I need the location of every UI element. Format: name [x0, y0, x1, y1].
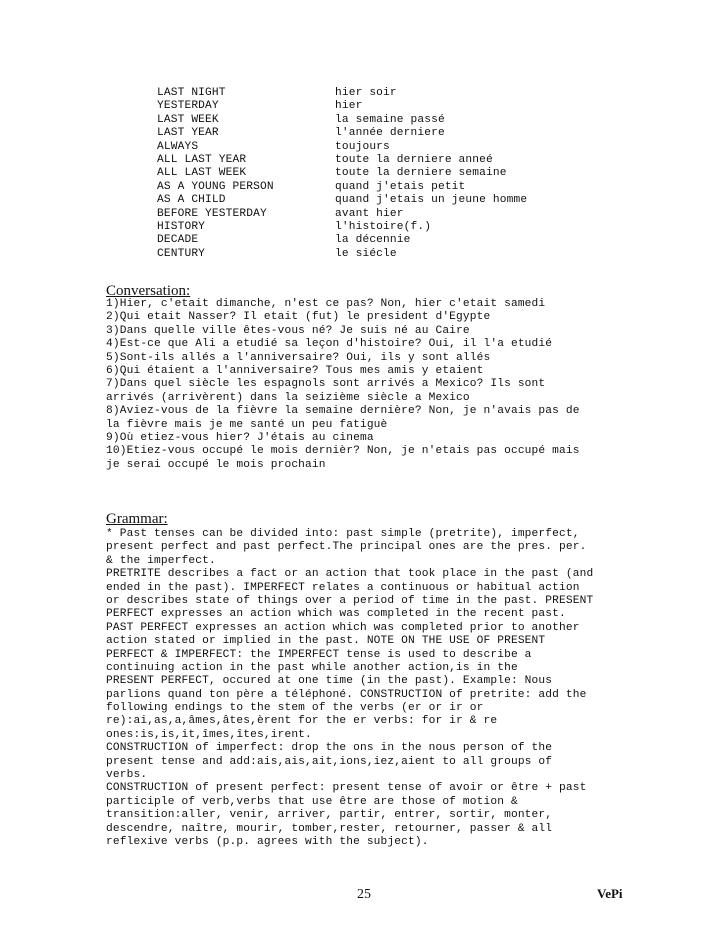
- grammar-line: participle of verb,verbs that use être are those of motion &: [106, 795, 518, 808]
- vocab-row: [157, 87, 527, 100]
- grammar-line: PRETRITE describes a fact or an action that took place in the past (and: [106, 568, 594, 581]
- grammar-line: transition:aller, venir, arriver, partir, entrer, sortir, monter,: [106, 809, 553, 822]
- vocab-row: [157, 127, 527, 140]
- vocab-french: hier: [335, 100, 363, 113]
- grammar-line: PAST PERFECT expresses an action which was completed prior to another: [106, 621, 580, 634]
- vocab-row: [157, 234, 527, 247]
- grammar-line: PERFECT & IMPERFECT: the IMPERFECT tense is used to describe a: [106, 648, 532, 661]
- vocab-english: ALL LAST WEEK: [157, 167, 247, 180]
- grammar-line: PERFECT expresses an action which was completed in the recent past.: [106, 608, 566, 621]
- vocab-english: BEFORE YESTERDAY: [157, 207, 267, 220]
- vocab-english: ALL LAST YEAR: [157, 153, 247, 166]
- vocab-english: ALWAYS: [157, 140, 199, 153]
- conversation-line: 1)Hier, c'etait dimanche, n'est ce pas? Non, hier c'etait samedi: [106, 298, 546, 310]
- vocab-english: LAST WEEK: [157, 113, 219, 126]
- grammar-line: re):ai,as,a,âmes,âtes,èrent for the er verbs: for ir & re: [106, 715, 498, 728]
- conversation-line: 8)Aviez-vous de la fièvre la semaine dernière? Non, je n'avais pas de: [106, 405, 580, 418]
- grammar-line: CONSTRUCTION of imperfect: drop the ons in the nous person of the: [106, 742, 553, 755]
- grammar-line: action stated or implied in the past. NOTE ON THE USE OF PRESENT: [106, 635, 546, 648]
- conversation-line: 7)Dans quel siècle les espagnols sont arrivés a Mexico? Ils sont: [106, 378, 546, 391]
- grammar-line: or describes state of things over a period of time in the past. PRESENT: [106, 594, 594, 607]
- vocab-english: DECADE: [157, 234, 199, 247]
- grammar-heading: Grammar:: [106, 511, 168, 527]
- grammar-line: following endings to the stem of the verbs (er or ir or: [106, 702, 484, 715]
- vocab-english: LAST NIGHT: [157, 87, 226, 99]
- vocab-english: LAST YEAR: [157, 127, 219, 140]
- conversation-text: [106, 298, 626, 472]
- page-number: 25: [357, 887, 371, 902]
- vocab-row: [157, 208, 527, 221]
- vocab-french: la semaine passé: [335, 113, 445, 126]
- vocab-english: AS A YOUNG PERSON: [157, 180, 274, 193]
- conversation-line: 4)Est-ce que Ali a etudié sa leçon d'histoire? Oui, il l'a etudié: [106, 338, 553, 351]
- vocab-french: le siécle: [335, 247, 397, 260]
- conversation-line: 10)Etiez-vous occupé le mois dernièr? Non, je n'etais pas occupé mais: [106, 445, 580, 458]
- vocab-english: HISTORY: [157, 220, 206, 233]
- conversation-line: 9)Où etiez-vous hier? J'étais au cinema: [106, 431, 374, 444]
- grammar-line: present perfect and past perfect.The principal ones are the pres. per.: [106, 541, 587, 554]
- grammar-line: * Past tenses can be divided into: past simple (pretrite), imperfect,: [106, 528, 580, 540]
- grammar-line: ones:is,is,it,îmes,îtes,irent.: [106, 728, 312, 741]
- grammar-line: present tense and add:ais,ais,ait,ions,iez,aient to all groups of: [106, 755, 553, 768]
- grammar-line: & the imperfect.: [106, 554, 216, 567]
- vocab-french: toute la derniere semaine: [335, 167, 507, 180]
- conversation-line: je serai occupé le mois prochain: [106, 458, 326, 471]
- vocab-french: avant hier: [335, 207, 404, 220]
- grammar-text: [106, 528, 626, 849]
- vocab-french: hier soir: [335, 87, 397, 99]
- conversation-heading: Conversation:: [106, 283, 191, 299]
- vocab-french: toute la derniere anneé: [335, 153, 493, 166]
- vocab-french: toujours: [335, 140, 390, 153]
- conversation-line: 2)Qui etait Nasser? Il etait (fut) le president d'Egypte: [106, 311, 491, 324]
- conversation-line: arrivés (arrivèrent) dans la seizième siècle a Mexico: [106, 391, 470, 404]
- conversation-line: 3)Dans quelle ville êtes-vous né? Je suis né au Caire: [106, 324, 470, 337]
- vocab-english: CENTURY: [157, 247, 206, 260]
- grammar-line: descendre, naître, mourir, tomber,rester, retourner, passer & all: [106, 822, 553, 835]
- grammar-line: parlions quand ton père a téléphoné. CONSTRUCTION of pretrite: add the: [106, 688, 587, 701]
- vocab-row: [157, 167, 527, 180]
- vocab-french: quand j'etais un jeune homme: [335, 194, 528, 207]
- conversation-line: 6)Qui étaient a l'anniversaire? Tous mes amis y etaient: [106, 364, 484, 377]
- grammar-line: verbs.: [106, 769, 148, 782]
- conversation-line: la fièvre mais je me santé un peu fatiguè: [106, 418, 388, 431]
- vocab-english: YESTERDAY: [157, 100, 219, 113]
- vocab-row: [157, 154, 527, 167]
- vocab-french: quand j'etais petit: [335, 180, 466, 193]
- vocab-row: [157, 248, 527, 261]
- vocabulary-table: [157, 87, 527, 261]
- conversation-line: 5)Sont-ils allés a l'anniversaire? Oui, ils y sont allés: [106, 351, 491, 364]
- vocab-french: la décennie: [335, 234, 411, 247]
- vocab-french: l'histoire(f.): [335, 220, 432, 233]
- grammar-line: continuing action in the past while another action,is in the: [106, 661, 518, 674]
- grammar-line: PRESENT PERFECT, occured at one time (in the past). Example: Nous: [106, 675, 553, 688]
- vocab-row: [157, 141, 527, 154]
- author-mark: VePi: [597, 886, 623, 901]
- vocab-french: l'année derniere: [335, 127, 445, 140]
- grammar-line: ended in the past). IMPERFECT relates a continuous or habitual action: [106, 581, 580, 594]
- vocab-row: [157, 114, 527, 127]
- grammar-line: reflexive verbs (p.p. agrees with the subject).: [106, 835, 429, 848]
- grammar-line: CONSTRUCTION of present perfect: present tense of avoir or être + past: [106, 782, 587, 795]
- vocab-row: [157, 181, 527, 194]
- vocab-row: [157, 221, 527, 234]
- vocab-row: [157, 100, 527, 113]
- vocab-row: [157, 194, 527, 207]
- vocab-english: AS A CHILD: [157, 194, 226, 207]
